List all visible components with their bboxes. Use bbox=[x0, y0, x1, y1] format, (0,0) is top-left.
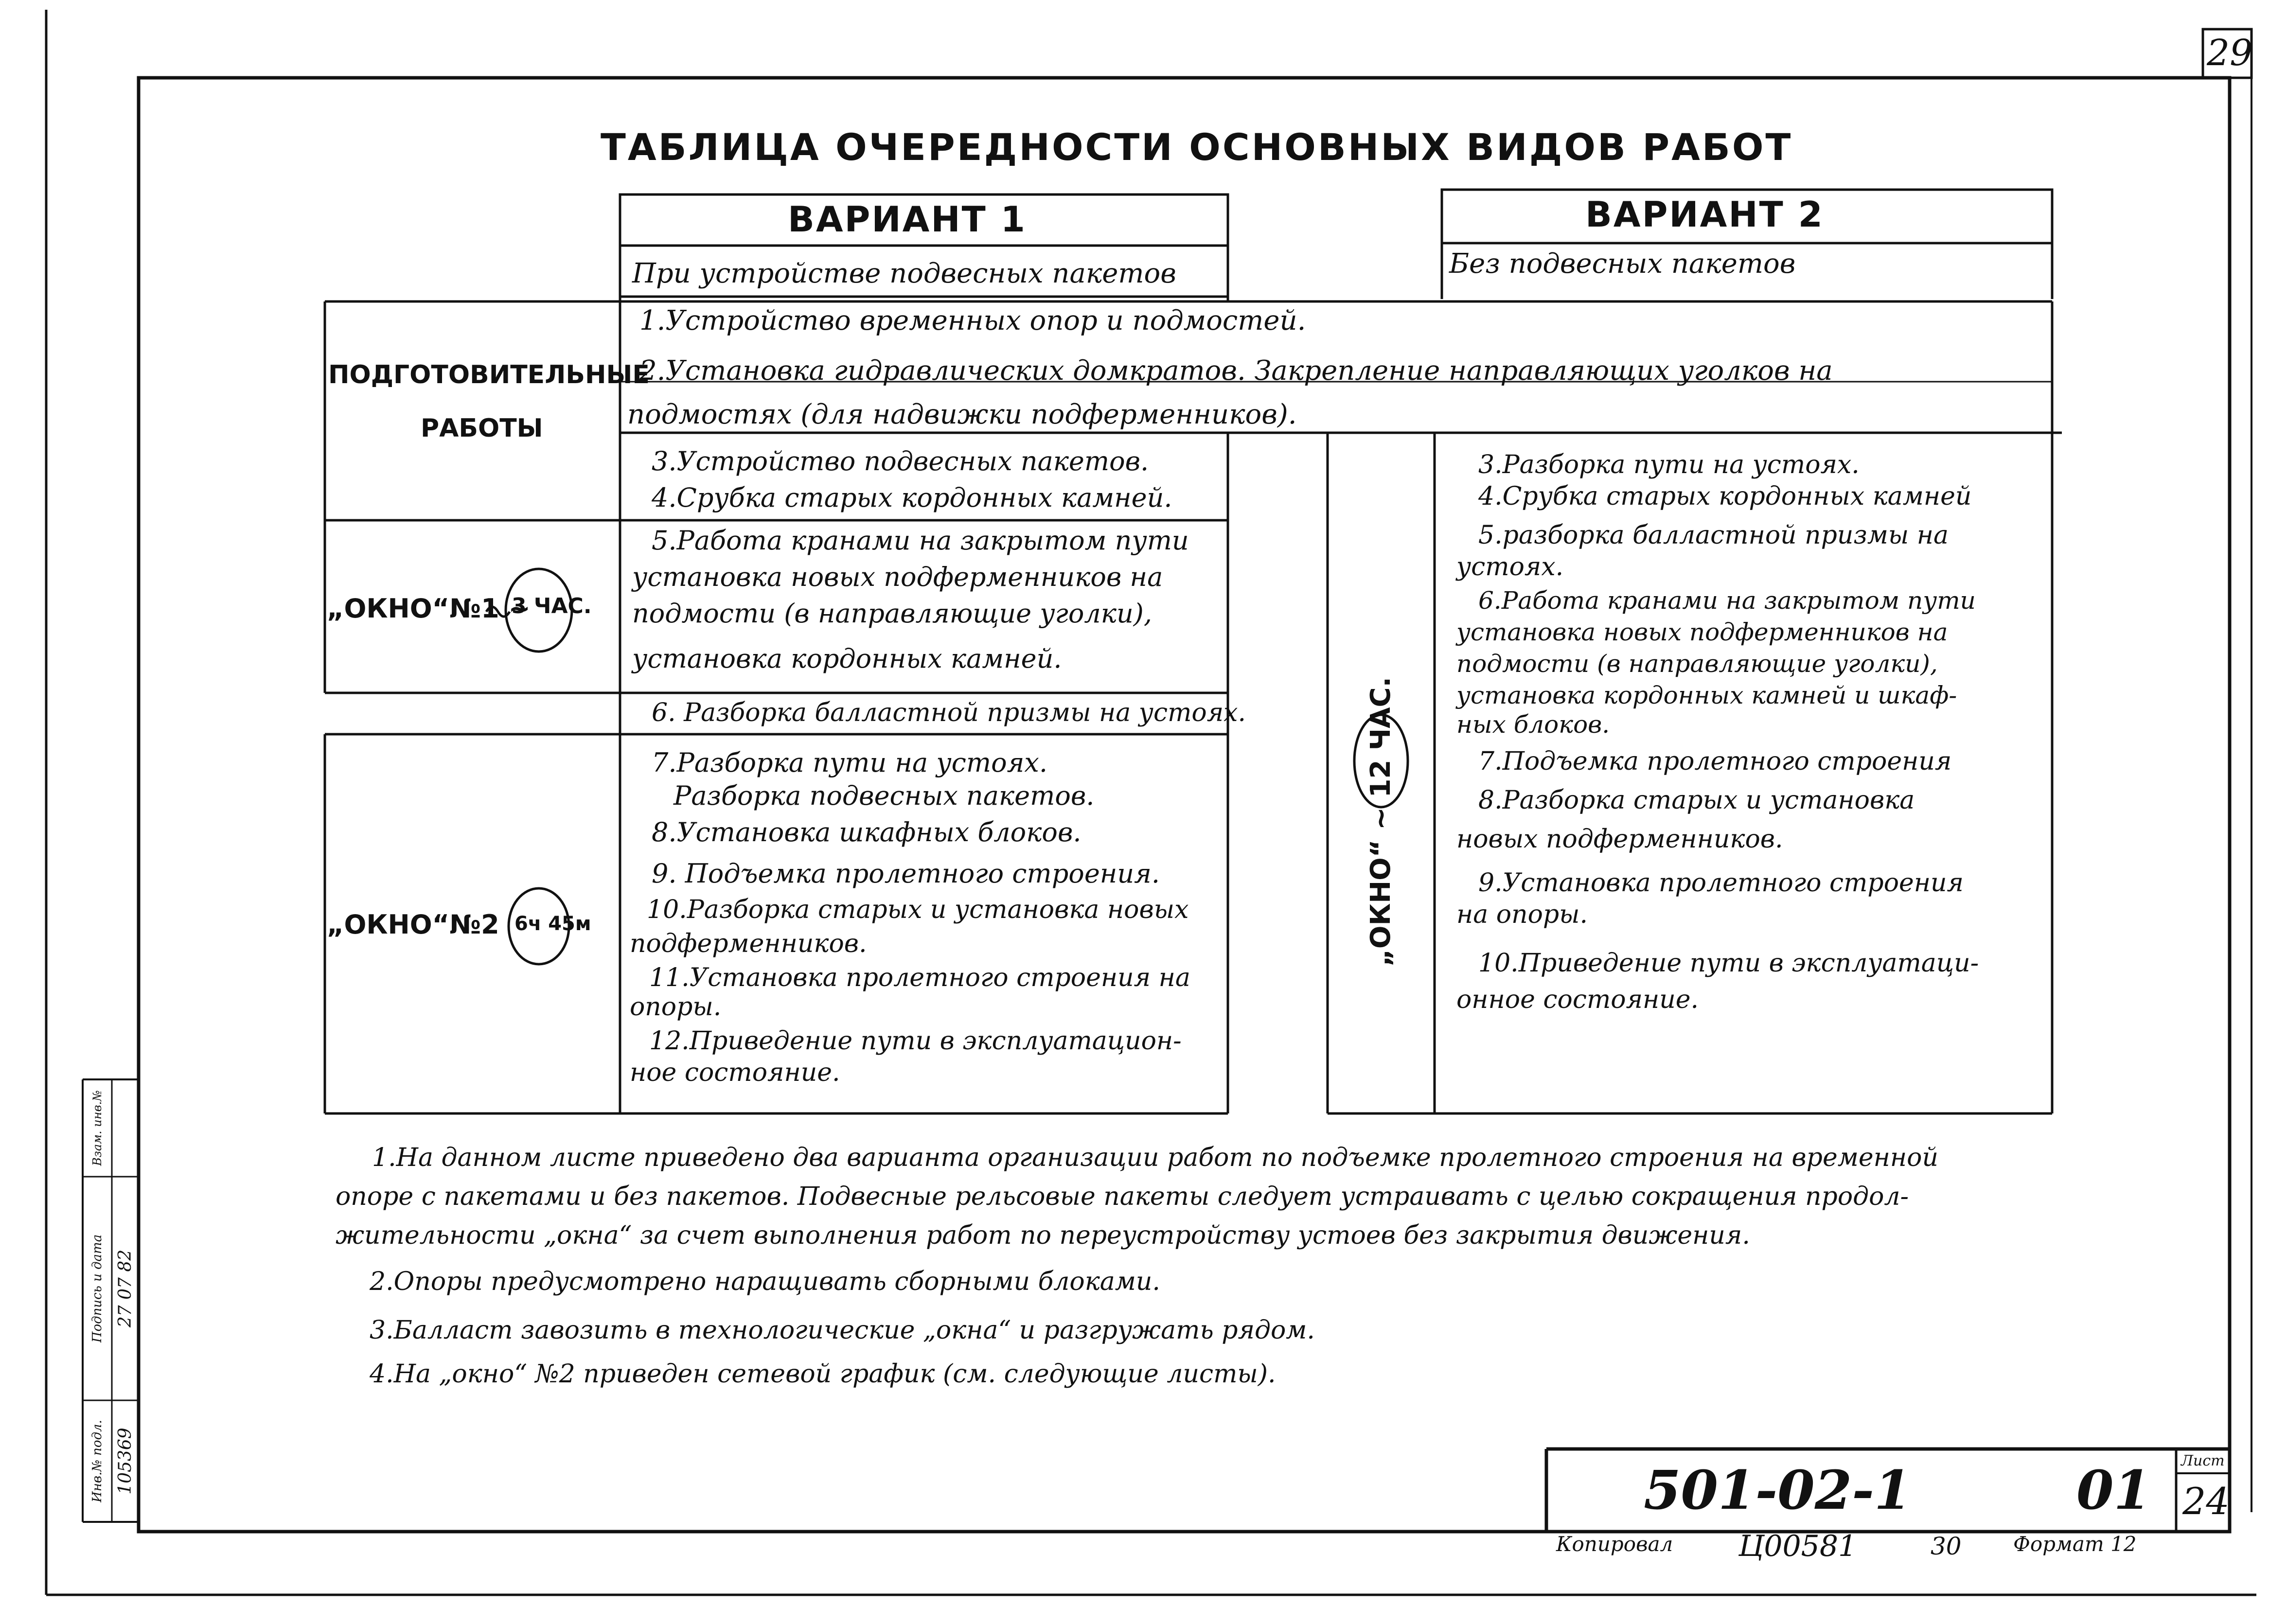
window1-duration: 3 ЧАС. bbox=[512, 594, 592, 618]
side-stamp-col2: Подпись и дата bbox=[90, 1234, 105, 1343]
prep-label-line1: ПОДГОТОВИТЕЛЬНЫЕ bbox=[328, 360, 650, 389]
note-1b: опоре с пакетами и без пакетов. Подвесные рельсовые пакеты следует устраивать с целью сокращения продол- bbox=[336, 1182, 1909, 1211]
stamp-sheet-code: 01 bbox=[2076, 1459, 2151, 1521]
v2-step-7: 7.Подъемка пролетного строения bbox=[1478, 747, 1952, 776]
v1-step-10a: 10.Разборка старых и установка новых bbox=[647, 895, 1189, 924]
top-sheet-number: 29 bbox=[2207, 32, 2253, 74]
prep-label-line2: РАБОТЫ bbox=[421, 414, 543, 443]
v1-step-5d: установка кордонных камней. bbox=[632, 643, 1062, 674]
variant2-window-label: „ОКНО“ ~ 12 ЧАС. bbox=[1365, 677, 1397, 967]
v2-step-6e: ных блоков. bbox=[1456, 710, 1610, 739]
v1-step-12b: ное состояние. bbox=[630, 1058, 840, 1087]
stamp-copied-label: Копировал bbox=[1556, 1532, 1673, 1556]
side-stamp-col3: Взам. инв.№ bbox=[90, 1090, 104, 1166]
v2-step-3: 3.Разборка пути на устоях. bbox=[1478, 450, 1860, 479]
note-1a: 1.На данном листе приведено два варианта организации работ по подъемке пролетного строения на временной bbox=[372, 1143, 1938, 1172]
v2-step-9b: на опоры. bbox=[1456, 900, 1588, 929]
variant1-subheader: При устройстве подвесных пакетов bbox=[632, 258, 1176, 289]
note-1c: жительности „окна“ за счет выполнения работ по переустройству устоев без закрытия движения. bbox=[336, 1221, 1750, 1250]
note-2: 2.Опоры предусмотрено наращивать сборными блоками. bbox=[370, 1267, 1160, 1296]
note-3: 3.Балласт завозить в технологические „окна“ и разгружать рядом. bbox=[370, 1316, 1315, 1345]
v2-step-8a: 8.Разборка старых и установка bbox=[1478, 786, 1915, 815]
v1-step-10b: подферменников. bbox=[630, 929, 867, 958]
v1-step-11b: опоры. bbox=[630, 992, 722, 1022]
window2-label: „ОКНО“№2 bbox=[327, 909, 499, 940]
v1-step-8: 8.Установка шкафных блоков. bbox=[652, 817, 1081, 847]
side-stamp-col1-value: 105369 bbox=[115, 1428, 135, 1495]
window1-label: „ОКНО“№1 ~ bbox=[327, 593, 531, 624]
v2-step-9a: 9.Установка пролетного строения bbox=[1478, 868, 1964, 898]
stamp-list-label: Лист bbox=[2181, 1452, 2225, 1469]
prep-step1: 1.Устройство временных опор и подмостей. bbox=[639, 305, 1306, 336]
prep-step2a: 2.Установка гидравлических домкратов. Закрепление направляющих уголков на bbox=[639, 355, 1833, 387]
v1-step-3: 3.Устройство подвесных пакетов. bbox=[652, 446, 1149, 477]
stamp-code: 501-02-1 bbox=[1644, 1459, 1912, 1521]
v1-step-7a: 7.Разборка пути на устоях. bbox=[652, 747, 1047, 778]
page-title: ТАБЛИЦА ОЧЕРЕДНОСТИ ОСНОВНЫХ ВИДОВ РАБОТ bbox=[601, 125, 1793, 169]
variant2-subheader: Без подвесных пакетов bbox=[1449, 248, 1796, 280]
stamp-copy-number: Ц00581 bbox=[1738, 1529, 1857, 1563]
stamp-format-label: Формат 12 bbox=[2013, 1532, 2137, 1556]
v2-step-6c: подмости (в направляющие уголки), bbox=[1456, 650, 1938, 678]
prep-step2b: подмостях (для надвижки подферменников). bbox=[627, 399, 1297, 430]
v2-step-6d: установка кордонных камней и шкаф- bbox=[1456, 681, 1957, 709]
v2-step-5b: устоях. bbox=[1456, 552, 1564, 582]
v1-step-12a: 12.Приведение пути в эксплуатацион- bbox=[649, 1026, 1182, 1056]
window2-duration: 6ч 45м bbox=[514, 913, 591, 935]
note-4: 4.На „окно“ №2 приведен сетевой график (см. следующие листы). bbox=[370, 1359, 1276, 1389]
v1-step-7b: Разборка подвесных пакетов. bbox=[674, 780, 1095, 811]
v2-step-8b: новых подферменников. bbox=[1456, 825, 1783, 854]
v2-step-6a: 6.Работа кранами на закрытом пути bbox=[1478, 586, 1976, 615]
v2-step-10b: онное состояние. bbox=[1456, 985, 1699, 1014]
side-stamp-col1: Инв.№ подл. bbox=[90, 1420, 105, 1502]
v1-step-5c: подмости (в направляющие уголки), bbox=[632, 598, 1152, 629]
v2-step-6b: установка новых подферменников на bbox=[1456, 618, 1948, 646]
v1-step-5b: установка новых подферменников на bbox=[632, 562, 1163, 592]
v1-step-5a: 5.Работа кранами на закрытом пути bbox=[652, 525, 1189, 556]
stamp-copy-extra: 30 bbox=[1931, 1532, 1962, 1560]
v2-step-5a: 5.разборка балластной призмы на bbox=[1478, 521, 1949, 550]
v1-step-11a: 11.Установка пролетного строения на bbox=[649, 963, 1190, 992]
v1-step-4: 4.Срубка старых кордонных камней. bbox=[652, 482, 1172, 513]
variant2-header: ВАРИАНТ 2 bbox=[1585, 194, 1824, 235]
stamp-list-number: 24 bbox=[2182, 1480, 2230, 1523]
v2-step-10a: 10.Приведение пути в эксплуатаци- bbox=[1478, 949, 1979, 978]
v1-step-6: 6. Разборка балластной призмы на устоях. bbox=[652, 698, 1246, 727]
v2-step-4: 4.Срубка старых кордонных камней bbox=[1478, 482, 1972, 511]
v1-step-9: 9. Подъемка пролетного строения. bbox=[652, 858, 1160, 889]
side-stamp-col2-value: 27 07 82 bbox=[115, 1249, 135, 1328]
variant1-header: ВАРИАНТ 1 bbox=[788, 199, 1027, 240]
